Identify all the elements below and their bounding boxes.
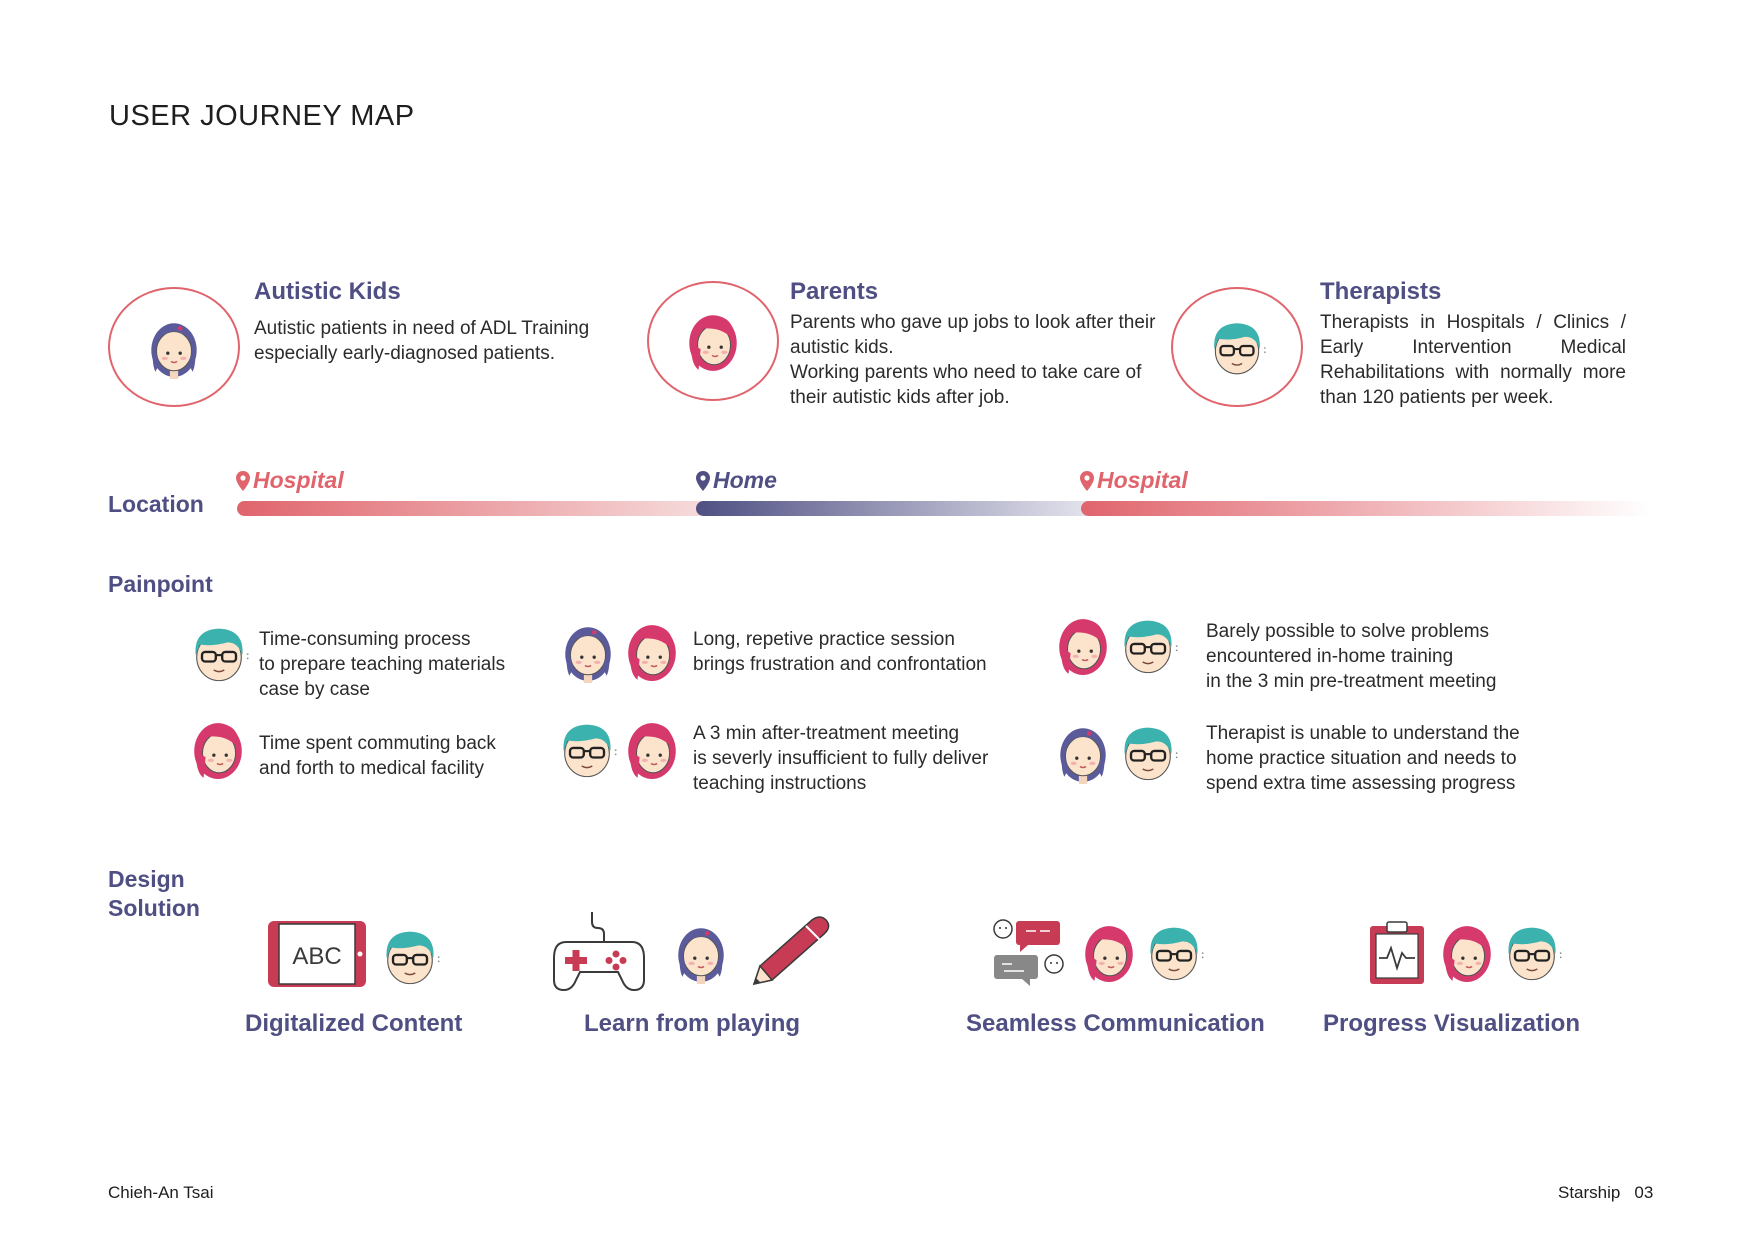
persona-name: Therapists: [1320, 278, 1442, 305]
map-pin-icon: [236, 471, 250, 491]
tablet-abc-icon: [266, 918, 368, 990]
therapist-avatar-icon: [1500, 918, 1564, 986]
parent-avatar-icon: [1436, 918, 1498, 986]
footer-project: Starship: [1558, 1183, 1621, 1202]
chat-bubbles-icon: [990, 919, 1066, 989]
tablet-text: ABC: [292, 943, 342, 970]
page-title: USER JOURNEY MAP: [109, 100, 415, 132]
map-pin-icon: [696, 471, 710, 491]
parent-avatar-icon: [1052, 611, 1114, 679]
parent-avatar-icon: [621, 617, 683, 685]
footer-page-number: 03: [1634, 1183, 1654, 1202]
footer-author: Chieh-An Tsai: [108, 1183, 214, 1202]
persona-parent-badge: [647, 281, 779, 401]
kid-avatar-icon: [141, 314, 207, 380]
therapist-avatar-icon: [555, 715, 619, 783]
solution-label: Digitalized Content: [245, 1010, 463, 1037]
parent-avatar-icon: [1078, 918, 1140, 986]
persona-name: Parents: [790, 278, 879, 305]
persona-desc: Therapists in Hospitals / Clinics / Early Intervention Medical Rehabilitations with normally more than 120 patients per week.: [1320, 312, 1626, 408]
painpoint-text: Therapist is unable to understand the home practice situation and needs to spend extra time assessing progress: [1206, 723, 1520, 794]
parent-avatar-icon: [187, 715, 249, 783]
location-bar-home: [696, 501, 1096, 516]
persona-name: Autistic Kids: [254, 278, 401, 305]
painpoint-text: Barely possible to solve problems encountered in-home training in the 3 min pre-treatment meeting: [1206, 621, 1497, 692]
therapist-avatar-icon: [1142, 918, 1206, 986]
painpoint-text: Time spent commuting back and forth to medical facility: [259, 733, 496, 779]
footer-right: [1558, 1183, 1653, 1203]
gamepad-icon: [552, 910, 646, 994]
painpoint-text: Time-consuming process to prepare teaching materials case by case: [259, 629, 506, 700]
location-stop: [1080, 467, 1188, 494]
painpoint-label: Painpoint: [108, 571, 213, 597]
solution-label: Seamless Communication: [966, 1010, 1265, 1037]
persona-therapist-badge: [1171, 287, 1303, 407]
therapist-avatar-icon: [1116, 718, 1180, 786]
therapist-avatar-icon: [187, 619, 251, 687]
location-stop: [236, 467, 344, 494]
painpoint-text: Long, repetive practice session brings frustration and confrontation: [693, 629, 987, 675]
design-solution-label: Design Solution: [108, 866, 200, 921]
therapist-avatar-icon: [378, 922, 442, 990]
solution-label: Progress Visualization: [1323, 1010, 1580, 1037]
persona-desc: Autistic patients in need of ADL Training especially early-diagnosed patients.: [254, 318, 590, 364]
location-stop-name: Hospital: [1097, 467, 1188, 493]
map-pin-icon: [1080, 471, 1094, 491]
location-stop: [696, 467, 777, 494]
clipboard-chart-icon: [1367, 920, 1427, 986]
parent-avatar-icon: [680, 308, 746, 374]
persona-kid-badge: [108, 287, 240, 407]
therapist-avatar-icon: [1204, 314, 1270, 380]
therapist-avatar-icon: [1116, 611, 1180, 679]
location-label: Location: [108, 491, 204, 517]
solution-label: Learn from playing: [584, 1010, 801, 1037]
kid-avatar-icon: [1052, 718, 1114, 786]
parent-avatar-icon: [621, 715, 683, 783]
pencil-icon: [750, 914, 832, 988]
location-bar-hospital: [1081, 501, 1651, 516]
kid-avatar-icon: [670, 918, 732, 986]
location-stop-name: Hospital: [253, 467, 344, 493]
location-bar-hospital: [237, 501, 707, 516]
persona-desc: Parents who gave up jobs to look after their autistic kids. Working parents who need to take care of their autistic kids after job.: [790, 312, 1156, 408]
painpoint-text: A 3 min after-treatment meeting is severly insufficient to fully deliver teaching instructions: [693, 723, 989, 794]
location-stop-name: Home: [713, 467, 777, 493]
kid-avatar-icon: [557, 617, 619, 685]
